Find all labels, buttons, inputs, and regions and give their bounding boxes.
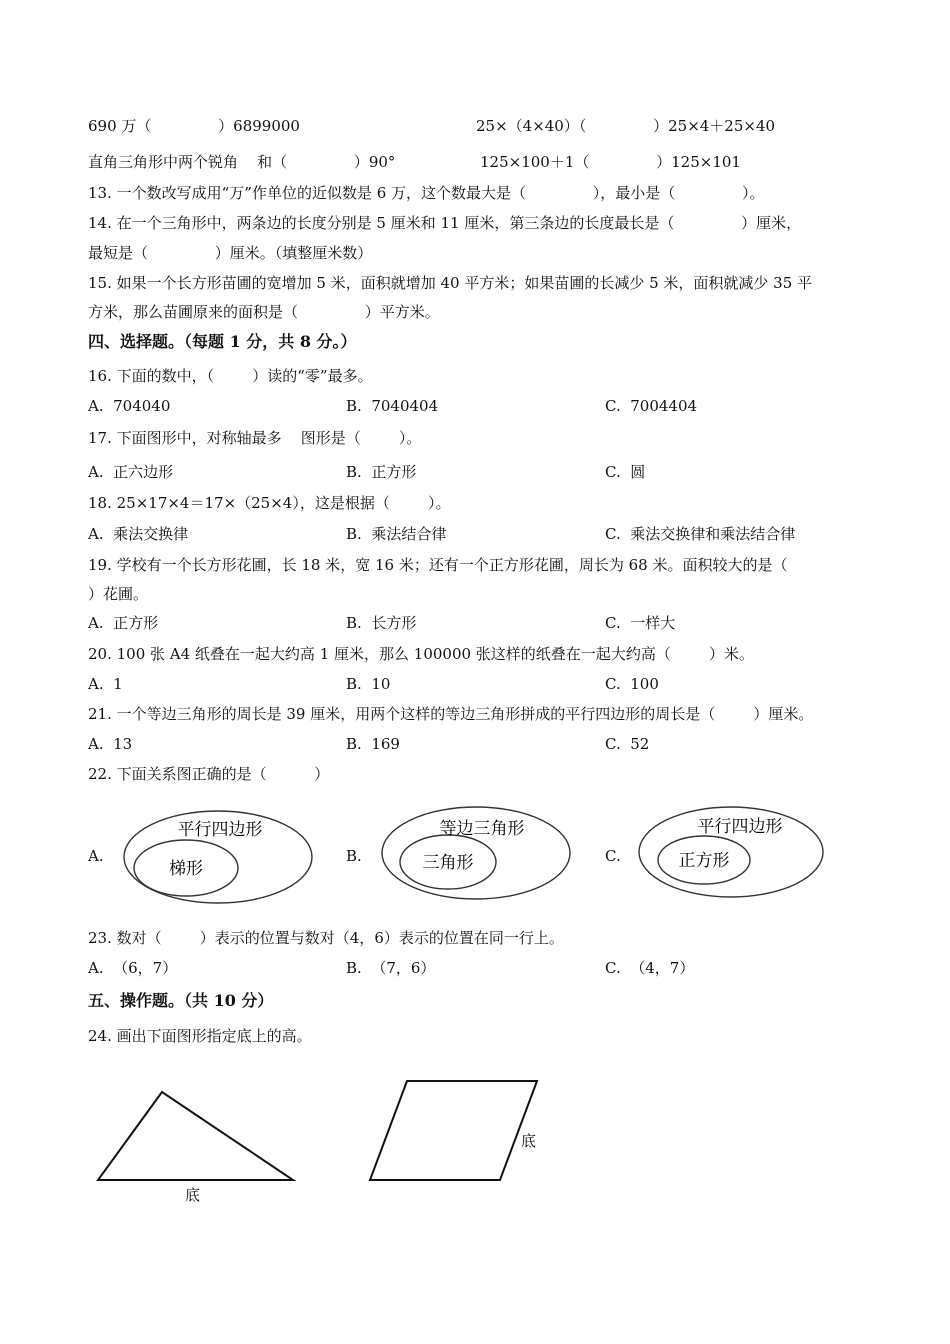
question-14-line2: 最短是（ ）厘米。（填整厘米数） (88, 244, 373, 262)
section-5-heading: 五、操作题。（共 10 分） (88, 991, 274, 1010)
q21-option-c: C. 52 (605, 735, 650, 753)
q21-option-a: A. 13 (88, 735, 133, 753)
q22-option-c-label: C. (605, 847, 621, 865)
q20-option-b: B. 10 (346, 675, 391, 693)
venn-c-inner-label: 正方形 (678, 851, 730, 871)
venn-diagram-a (118, 804, 318, 910)
question-20: 20. 100 张 A4 纸叠在一起大约高 1 厘米，那么 100000 张这样的纸叠在一起大约高（ ）米。 (88, 645, 754, 663)
parallelogram-figure (362, 1074, 547, 1186)
triangle-base-label: 底 (185, 1186, 201, 1204)
question-19-line2: ）花圃。 (88, 585, 149, 603)
q18-option-c: C. 乘法交换律和乘法结合律 (605, 525, 796, 543)
section-4-heading: 四、选择题。（每题 1 分，共 8 分。） (88, 332, 357, 351)
triangle-figure (90, 1080, 305, 1186)
q19-option-a: A. 正方形 (88, 614, 159, 632)
question-21: 21. 一个等边三角形的周长是 39 厘米，用两个这样的等边三角形拼成的平行四边形的周长是（ ）厘米。 (88, 705, 814, 723)
question-23: 23. 数对（ ）表示的位置与数对（4，6）表示的位置在同一行上。 (88, 929, 564, 947)
question-15-line2: 方米，那么苗圃原来的面积是（ ）平方米。 (88, 303, 440, 321)
venn-diagram-c (634, 800, 830, 904)
q23-option-b: B. （7，6） (346, 959, 436, 977)
question-18: 18. 25×17×4＝17×（25×4），这是根据（ ）。 (88, 494, 451, 512)
question-14-line1: 14. 在一个三角形中，两条边的长度分别是 5 厘米和 11 厘米，第三条边的长度最长是（ ）厘米， (88, 214, 802, 232)
venn-b-outer-label: 等边三角形 (439, 819, 525, 839)
question-16: 16. 下面的数中，（ ）读的“零”最多。 (88, 367, 373, 385)
question-22: 22. 下面关系图正确的是（ ） (88, 765, 330, 783)
venn-diagram-b (376, 800, 576, 906)
q17-option-c: C. 圆 (605, 463, 646, 481)
compare-row2-right: 125×100＋1（ ）125×101 (480, 153, 741, 171)
question-13: 13. 一个数改写成用“万”作单位的近似数是 6 万，这个数最大是（ ），最小是（ ）。 (88, 184, 765, 202)
q20-option-a: A. 1 (88, 675, 123, 693)
q19-option-c: C. 一样大 (605, 614, 676, 632)
q16-option-c: C. 7004404 (605, 397, 698, 415)
q17-option-a: A. 正六边形 (88, 463, 174, 481)
venn-b-inner-label: 三角形 (422, 853, 474, 873)
q21-option-b: B. 169 (346, 735, 400, 753)
question-19-line1: 19. 学校有一个长方形花圃，长 18 米，宽 16 米；还有一个正方形花圃，周长为 68 米。面积较大的是（ (88, 556, 788, 574)
compare-row1-left: 690 万（ ）6899000 (88, 117, 300, 135)
venn-a-inner-label: 梯形 (169, 859, 203, 879)
venn-c-outer-label: 平行四边形 (697, 817, 783, 837)
question-15-line1: 15. 如果一个长方形苗圃的宽增加 5 米，面积就增加 40 平方米；如果苗圃的长减少 5 米，面积就减少 35 平 (88, 274, 813, 292)
q23-option-a: A. （6，7） (88, 959, 178, 977)
venn-a-outer-label: 平行四边形 (177, 820, 263, 840)
q16-option-b: B. 7040404 (346, 397, 439, 415)
q18-option-a: A. 乘法交换律 (88, 525, 189, 543)
compare-row2-left: 直角三角形中两个锐角 和（ ）90° (88, 153, 396, 171)
q20-option-c: C. 100 (605, 675, 659, 693)
question-24: 24. 画出下面图形指定底上的高。 (88, 1027, 312, 1045)
question-17: 17. 下面图形中，对称轴最多 图形是（ ）。 (88, 429, 422, 447)
compare-row1-right: 25×（4×40）（ ）25×4＋25×40 (476, 117, 776, 135)
parallelogram-base-label: 底 (521, 1132, 537, 1150)
q22-option-b-label: B. (346, 847, 362, 865)
q18-option-b: B. 乘法结合律 (346, 525, 447, 543)
q19-option-b: B. 长方形 (346, 614, 417, 632)
q23-option-c: C. （4，7） (605, 959, 695, 977)
q17-option-b: B. 正方形 (346, 463, 417, 481)
q16-option-a: A. 704040 (88, 397, 171, 415)
q22-option-a-label: A. (88, 847, 104, 865)
